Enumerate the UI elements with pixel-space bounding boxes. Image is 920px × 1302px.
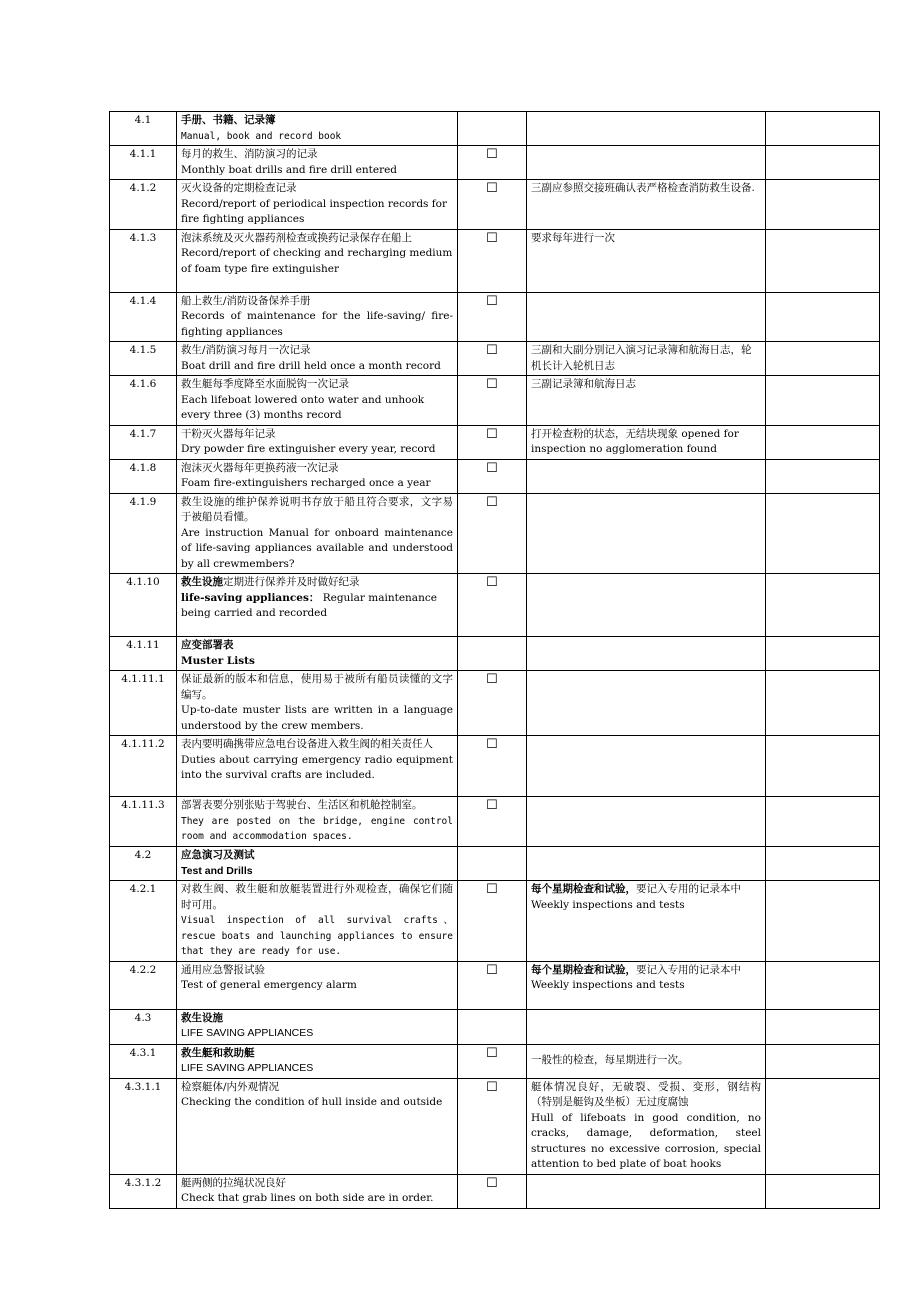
item-description bbox=[177, 459, 458, 493]
item-description bbox=[177, 342, 458, 376]
checkbox[interactable]: ☐ bbox=[458, 671, 527, 736]
remarks-text-zh: 艇体情况良好，无破裂、受损、变形，钢结构（特别是艇钩及坐板）无过度腐蚀 bbox=[531, 1080, 761, 1108]
item-description bbox=[177, 493, 458, 574]
table-row bbox=[110, 1174, 880, 1208]
result-cell bbox=[766, 637, 880, 671]
table-row bbox=[110, 459, 880, 493]
item-text-en: Visual inspection of all survival crafts、rescue boats and launching appliances to ensure that they are ready for use. bbox=[181, 915, 453, 957]
table-row bbox=[110, 961, 880, 1009]
remarks-text-zh-bold: 每个星期检查和试验， bbox=[531, 963, 636, 976]
table-row bbox=[110, 847, 880, 881]
item-text-zh bbox=[181, 575, 453, 591]
item-text-en bbox=[181, 591, 453, 622]
item-text-en: Manual, book and record book bbox=[181, 130, 342, 142]
checkbox[interactable]: ☐ bbox=[458, 1174, 527, 1208]
checkbox[interactable]: ☐ bbox=[458, 1044, 527, 1078]
item-text-en: LIFE SAVING APPLIANCES bbox=[181, 1027, 314, 1039]
item-text-zh-rest: 定期进行保养并及时做好纪录 bbox=[223, 576, 360, 588]
item-description bbox=[177, 1078, 458, 1174]
result-cell bbox=[766, 1009, 880, 1044]
item-text-zh: 艇两侧的拉绳状况良好 bbox=[181, 1176, 286, 1189]
item-description bbox=[177, 736, 458, 797]
item-description bbox=[177, 229, 458, 292]
table-row bbox=[110, 229, 880, 292]
item-text-zh: 对救生阀、救生艇和放艇装置进行外观检查，确保它们随时可用。 bbox=[181, 883, 453, 911]
item-text-zh-bold: 救生设施 bbox=[181, 576, 223, 588]
checkbox[interactable]: ☐ bbox=[458, 797, 527, 847]
result-cell bbox=[766, 493, 880, 574]
remarks-cell: 三副应参照交接班确认表严格检查消防救生设备. bbox=[527, 180, 766, 230]
item-number: 4.1.6 bbox=[110, 376, 177, 426]
checkbox[interactable]: ☐ bbox=[458, 493, 527, 574]
table-row bbox=[110, 1044, 880, 1078]
item-text-zh: 泡沫灭火器每年更换药液一次记录 bbox=[181, 461, 339, 474]
item-number: 4.2 bbox=[110, 847, 177, 881]
table-row bbox=[110, 425, 880, 459]
item-number: 4.3.1 bbox=[110, 1044, 177, 1078]
item-text-en: Check that grab lines on both side are in order. bbox=[181, 1192, 434, 1204]
result-cell bbox=[766, 881, 880, 962]
checkbox[interactable]: ☐ bbox=[458, 292, 527, 342]
item-number: 4.1.11.3 bbox=[110, 797, 177, 847]
result-cell bbox=[766, 342, 880, 376]
item-text-zh: 检察艇体/内外观情况 bbox=[181, 1080, 280, 1093]
item-text-zh: 船上救生/消防设备保养手册 bbox=[181, 294, 311, 307]
remarks-text-zh-rest: 要记入专用的记录本中 bbox=[636, 883, 741, 895]
item-text-en: Monthly boat drills and fire drill entered bbox=[181, 163, 398, 176]
item-description bbox=[177, 376, 458, 426]
table-row bbox=[110, 292, 880, 342]
remarks-cell bbox=[527, 881, 766, 962]
item-number: 4.1.3 bbox=[110, 229, 177, 292]
result-cell bbox=[766, 574, 880, 637]
item-text-en: Dry powder fire extinguisher every year, record bbox=[181, 443, 436, 455]
item-description bbox=[177, 847, 458, 881]
remarks-cell bbox=[527, 146, 766, 180]
result-cell bbox=[766, 1078, 880, 1174]
remarks-cell bbox=[527, 1009, 766, 1044]
remarks-text-zh-rest: 要记入专用的记录本中 bbox=[636, 963, 741, 976]
result-cell bbox=[766, 292, 880, 342]
item-number: 4.1.4 bbox=[110, 292, 177, 342]
item-text-en: Record/report of checking and recharging medium of foam type fire extinguisher bbox=[181, 247, 453, 275]
result-cell bbox=[766, 459, 880, 493]
remarks-cell: 打开检查粉的状态，无结块现象 opened for inspection no agglomeration found bbox=[527, 425, 766, 459]
result-cell bbox=[766, 671, 880, 736]
remarks-cell bbox=[527, 1174, 766, 1208]
remarks-cell: 三副和大副分别记入演习记录簿和航海日志，轮机长计入轮机日志 bbox=[527, 342, 766, 376]
item-description bbox=[177, 425, 458, 459]
item-description bbox=[177, 671, 458, 736]
item-description bbox=[177, 574, 458, 637]
item-description bbox=[177, 112, 458, 146]
item-text-en: Muster Lists bbox=[181, 654, 255, 667]
item-text-en: Each lifeboat lowered onto water and unhook every three (3) months record bbox=[181, 393, 425, 421]
item-number: 4.3 bbox=[110, 1009, 177, 1044]
remarks-cell bbox=[527, 637, 766, 671]
item-description bbox=[177, 881, 458, 962]
item-text-zh: 救生设施的维护保养说明书存放于船且符合要求，文字易于被船员看懂。 bbox=[181, 495, 453, 523]
item-number: 4.3.1.2 bbox=[110, 1174, 177, 1208]
item-number: 4.1.5 bbox=[110, 342, 177, 376]
item-description bbox=[177, 637, 458, 671]
item-number: 4.1.9 bbox=[110, 493, 177, 574]
item-number: 4.1.8 bbox=[110, 459, 177, 493]
table-row bbox=[110, 881, 880, 962]
result-cell bbox=[766, 376, 880, 426]
item-text-zh: 每月的救生、消防演习的记录 bbox=[181, 148, 318, 160]
remarks-text-en: Hull of lifeboats in good condition, no cracks, damage, deformation, steel structures no excessive corrosion, special attention to bed plate of boat hooks bbox=[531, 1111, 761, 1170]
table-row bbox=[110, 112, 880, 146]
remarks-cell bbox=[527, 292, 766, 342]
remarks-cell bbox=[527, 797, 766, 847]
item-text-en: Checking the condition of hull inside and outside bbox=[181, 1096, 443, 1108]
remarks-cell: 一般性的检查，每星期进行一次。 bbox=[527, 1044, 766, 1078]
item-description bbox=[177, 1044, 458, 1078]
remarks-text-en: Weekly inspections and tests bbox=[531, 979, 685, 991]
checkbox[interactable]: ☐ bbox=[458, 342, 527, 376]
item-text-en: Test of general emergency alarm bbox=[181, 979, 357, 991]
remarks-cell bbox=[527, 736, 766, 797]
result-cell bbox=[766, 146, 880, 180]
item-number: 4.3.1.1 bbox=[110, 1078, 177, 1174]
item-text-en: Boat drill and fire drill held once a month record bbox=[181, 359, 441, 372]
table-row bbox=[110, 797, 880, 847]
item-description bbox=[177, 1009, 458, 1044]
check-cell bbox=[458, 112, 527, 146]
item-number: 4.1.10 bbox=[110, 574, 177, 637]
item-number: 4.1.11.1 bbox=[110, 671, 177, 736]
result-cell bbox=[766, 736, 880, 797]
remarks-cell bbox=[527, 574, 766, 637]
checkbox[interactable]: ☐ bbox=[458, 229, 527, 292]
remarks-cell bbox=[527, 459, 766, 493]
item-text-en-rest: Regular maintenance being carried and recorded bbox=[181, 591, 437, 619]
checkbox[interactable]: ☐ bbox=[458, 961, 527, 1009]
item-number: 4.1 bbox=[110, 112, 177, 146]
remarks-text-zh bbox=[531, 964, 741, 976]
remarks-text-en: Weekly inspections and tests bbox=[531, 898, 685, 911]
item-text-zh: 应急演习及测试 bbox=[181, 849, 255, 861]
item-text-zh: 救生/消防演习每月一次记录 bbox=[181, 344, 311, 356]
item-text-en: They are posted on the bridge, engine control room and accommodation spaces. bbox=[181, 815, 453, 842]
item-description bbox=[177, 797, 458, 847]
check-cell bbox=[458, 1009, 527, 1044]
item-number: 4.1.7 bbox=[110, 425, 177, 459]
table-row bbox=[110, 574, 880, 637]
item-text-en: Are instruction Manual for onboard maintenance of life-saving appliances available and understood by all crewmembers? bbox=[181, 526, 453, 570]
item-text-zh: 救生艇每季度降至水面脱钩一次记录 bbox=[181, 378, 349, 390]
result-cell bbox=[766, 425, 880, 459]
table-row bbox=[110, 1009, 880, 1044]
table-row bbox=[110, 180, 880, 230]
checkbox[interactable]: ☐ bbox=[458, 574, 527, 637]
checkbox[interactable]: ☐ bbox=[458, 459, 527, 493]
item-number: 4.2.1 bbox=[110, 881, 177, 962]
remarks-cell bbox=[527, 847, 766, 881]
item-text-en: Foam fire-extinguishers recharged once a year bbox=[181, 477, 431, 489]
table-row bbox=[110, 637, 880, 671]
remarks-cell: 三副记录簿和航海日志 bbox=[527, 376, 766, 426]
result-cell bbox=[766, 229, 880, 292]
table-row bbox=[110, 1078, 880, 1174]
check-cell bbox=[458, 847, 527, 881]
item-number: 4.1.2 bbox=[110, 180, 177, 230]
item-text-zh: 泡沫系统及灭火器药剂检查或换药记录保存在船上 bbox=[181, 231, 412, 244]
result-cell bbox=[766, 180, 880, 230]
table-row bbox=[110, 671, 880, 736]
item-text-zh: 手册、书籍、记录簿 bbox=[181, 114, 276, 126]
item-number: 4.1.11 bbox=[110, 637, 177, 671]
remarks-cell bbox=[527, 493, 766, 574]
table-row bbox=[110, 493, 880, 574]
remarks-cell bbox=[527, 961, 766, 1009]
remarks-cell bbox=[527, 112, 766, 146]
item-text-en: Records of maintenance for the life-saving/ fire-fighting appliances bbox=[181, 310, 453, 338]
remarks-text-zh-bold: 每个星期检查和试验， bbox=[531, 883, 636, 895]
result-cell bbox=[766, 112, 880, 146]
item-text-zh: 部署表要分别张贴于驾驶台、生活区和机舱控制室。 bbox=[181, 799, 423, 811]
item-description bbox=[177, 961, 458, 1009]
item-text-en-bold: life-saving appliances： bbox=[181, 591, 320, 604]
item-description bbox=[177, 146, 458, 180]
table-row bbox=[110, 342, 880, 376]
checkbox[interactable]: ☐ bbox=[458, 146, 527, 180]
checkbox[interactable]: ☐ bbox=[458, 180, 527, 230]
item-text-zh: 救生设施 bbox=[181, 1011, 223, 1024]
item-number: 4.2.2 bbox=[110, 961, 177, 1009]
item-text-zh: 灭火设备的定期检查记录 bbox=[181, 182, 297, 194]
check-cell bbox=[458, 637, 527, 671]
item-text-zh: 干粉灭火器每年记录 bbox=[181, 427, 276, 440]
table-row bbox=[110, 146, 880, 180]
checkbox[interactable]: ☐ bbox=[458, 1078, 527, 1174]
checkbox[interactable]: ☐ bbox=[458, 376, 527, 426]
result-cell bbox=[766, 1174, 880, 1208]
item-text-zh: 通用应急警报试验 bbox=[181, 963, 265, 976]
item-text-zh: 保证最新的版本和信息，使用易于被所有船员读懂的文字编写。 bbox=[181, 673, 453, 701]
remarks-cell bbox=[527, 671, 766, 736]
table-row bbox=[110, 376, 880, 426]
checkbox[interactable]: ☐ bbox=[458, 736, 527, 797]
item-text-zh: 表内要明确携带应急电台设备进入救生阀的相关责任人 bbox=[181, 738, 433, 750]
item-number: 4.1.1 bbox=[110, 146, 177, 180]
checkbox[interactable]: ☐ bbox=[458, 425, 527, 459]
remarks-cell bbox=[527, 1078, 766, 1174]
result-cell bbox=[766, 797, 880, 847]
item-text-en: Up-to-date muster lists are written in a language understood by the crew members. bbox=[181, 704, 453, 732]
item-text-zh: 救生艇和救助艇 bbox=[181, 1046, 255, 1059]
item-text-en: Duties about carrying emergency radio equipment into the survival crafts are included. bbox=[181, 753, 453, 781]
inspection-checklist-table bbox=[109, 111, 880, 1209]
checkbox[interactable]: ☐ bbox=[458, 881, 527, 962]
item-number: 4.1.11.2 bbox=[110, 736, 177, 797]
item-text-zh: 应变部署表 bbox=[181, 639, 234, 651]
item-description bbox=[177, 292, 458, 342]
result-cell bbox=[766, 847, 880, 881]
item-text-en: LIFE SAVING APPLIANCES bbox=[181, 1062, 314, 1074]
remarks-cell: 要求每年进行一次 bbox=[527, 229, 766, 292]
result-cell bbox=[766, 1044, 880, 1078]
item-description bbox=[177, 180, 458, 230]
result-cell bbox=[766, 961, 880, 1009]
remarks-text-zh bbox=[531, 883, 741, 895]
item-text-en: Test and Drills bbox=[181, 864, 253, 877]
item-text-en: Record/report of periodical inspection records for fire fighting appliances bbox=[181, 197, 448, 225]
item-description bbox=[177, 1174, 458, 1208]
table-row bbox=[110, 736, 880, 797]
